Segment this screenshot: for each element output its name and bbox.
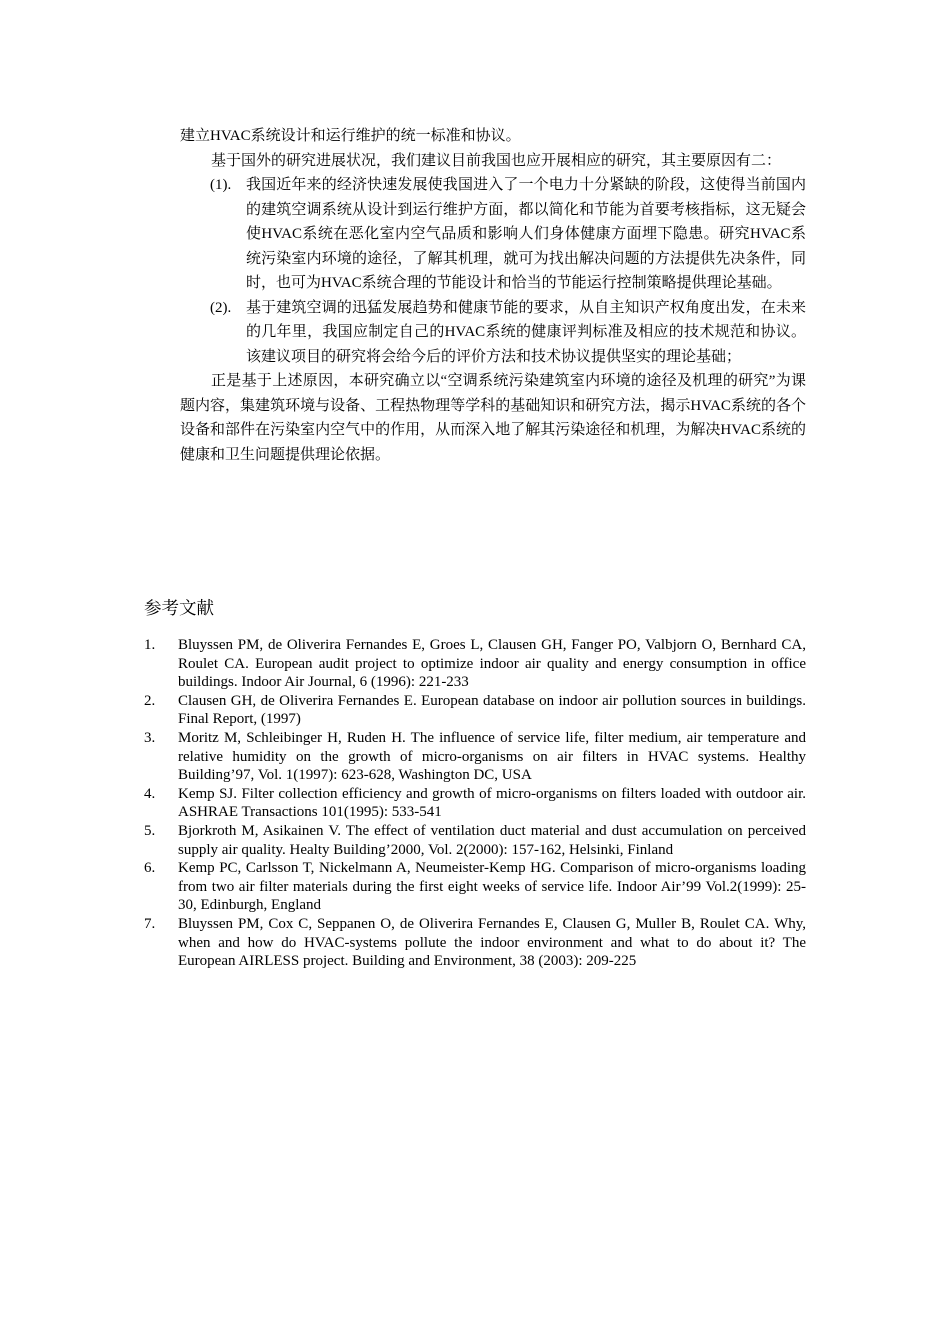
reference-item	[144, 729, 806, 785]
item-label: (1).	[210, 177, 232, 193]
paragraph-1: 建立HVAC系统设计和运行维护的统一标准和协议。	[180, 128, 521, 144]
reference-text: Moritz M, Schleibinger H, Ruden H. The influence of service life, filter medium, air temperature and relative humidity on the growth of micro-organisms on air filters in HVAC systems. Healthy Building’97, Vol. 1(1997): 623-628, Washington DC, USA	[178, 729, 806, 784]
reference-number: 3.	[144, 729, 156, 746]
reference-number: 2.	[144, 692, 156, 709]
paragraph-3: 正是基于上述原因，本研究确立以“空调系统污染建筑室内环境的途径及机理的研究”为课题内容，集建筑环境与设备、工程热物理等学科的基础知识和研究方法，揭示HVAC系统的各个设备和部件在污染室内空气中的作用，从而深入地了解其污染途径和机理，为解决HVAC系统的健康和卫生问题提供理论依据。	[180, 373, 806, 463]
item-label: (2).	[210, 299, 232, 316]
reference-item	[144, 692, 806, 729]
reference-text: Bluyssen PM, Cox C, Seppanen O, de Oliverira Fernandes E, Clausen G, Muller B, Roulet CA. Why, when and how do HVAC-systems pollute the indoor environment and what to do about it? The European AIRLESS project. Building and Environment, 38 (2003): 209-225	[178, 915, 806, 970]
reference-number: 5.	[144, 822, 156, 839]
reference-text: Clausen GH, de Oliverira Fernandes E. European database on indoor air pollution sources in buildings. Final Report, (1997)	[178, 692, 806, 728]
item-text: 我国近年来的经济快速发展使我国进入了一个电力十分紧缺的阶段，这使得当前国内的建筑空调系统从设计到运行维护方面，都以简化和节能为首要考核指标，这无疑会使HVAC系统在恶化室内空气品质和影响人们身体健康方面埋下隐患。研究HVAC系统污染室内环境的途径，了解其机理，就可为找出解决问题的方法提供先决条件，同时，也可为HVAC系统合理的节能设计和恰当的节能运行控制策略提供理论基础。	[246, 177, 806, 291]
reference-text: Bluyssen PM, de Oliverira Fernandes E, Groes L, Clausen GH, Fanger PO, Valbjorn O, Bernhard CA, Roulet CA. European audit project to optimize indoor air quality and energy consumption in office buildings. Indoor Air Journal, 6 (1996): 221-233	[178, 637, 806, 691]
reference-number: 6.	[144, 860, 156, 877]
reference-number: 1.	[144, 637, 156, 653]
reference-item	[144, 822, 806, 859]
reference-item	[144, 785, 806, 822]
item-text: 基于建筑空调的迅猛发展趋势和健康节能的要求，从自主知识产权角度出发，在未来的几年里，我国应制定自己的HVAC系统的健康评判标准及相应的技术规范和协议。该建议项目的研究将会给今后的评价方法和技术协议提供坚实的理论基础；	[246, 299, 806, 365]
reference-number: 7.	[144, 915, 156, 932]
references-heading: 参考文献	[144, 598, 214, 618]
reference-text: Kemp PC, Carlsson T, Nickelmann A, Neumeister-Kemp HG. Comparison of micro-organisms loading from two air filter materials during the first eight weeks of service life. Indoor Air’99 Vol.2(1999): 25-30, Edinburgh, England	[178, 860, 806, 914]
paragraph-2: 基于国外的研究进展状况，我们建议目前我国也应开展相应的研究，其主要原因有二：	[211, 152, 782, 169]
reference-item	[144, 915, 806, 971]
reference-text: Bjorkroth M, Asikainen V. The effect of ventilation duct material and dust accumulation on perceived supply air quality. Healty Building’2000, Vol. 2(2000): 157-162, Helsinki, Finland	[178, 822, 806, 858]
reference-item	[144, 636, 806, 692]
reference-item	[144, 859, 806, 915]
reference-list	[144, 636, 806, 971]
reference-text: Kemp SJ. Filter collection efficiency and growth of micro-organisms on filters loaded with outdoor air. ASHRAE Transactions 101(1995): 533-541	[178, 785, 806, 821]
body-text	[180, 124, 806, 467]
numbered-item	[180, 173, 806, 296]
reference-number: 4.	[144, 785, 156, 802]
numbered-item	[180, 296, 806, 370]
